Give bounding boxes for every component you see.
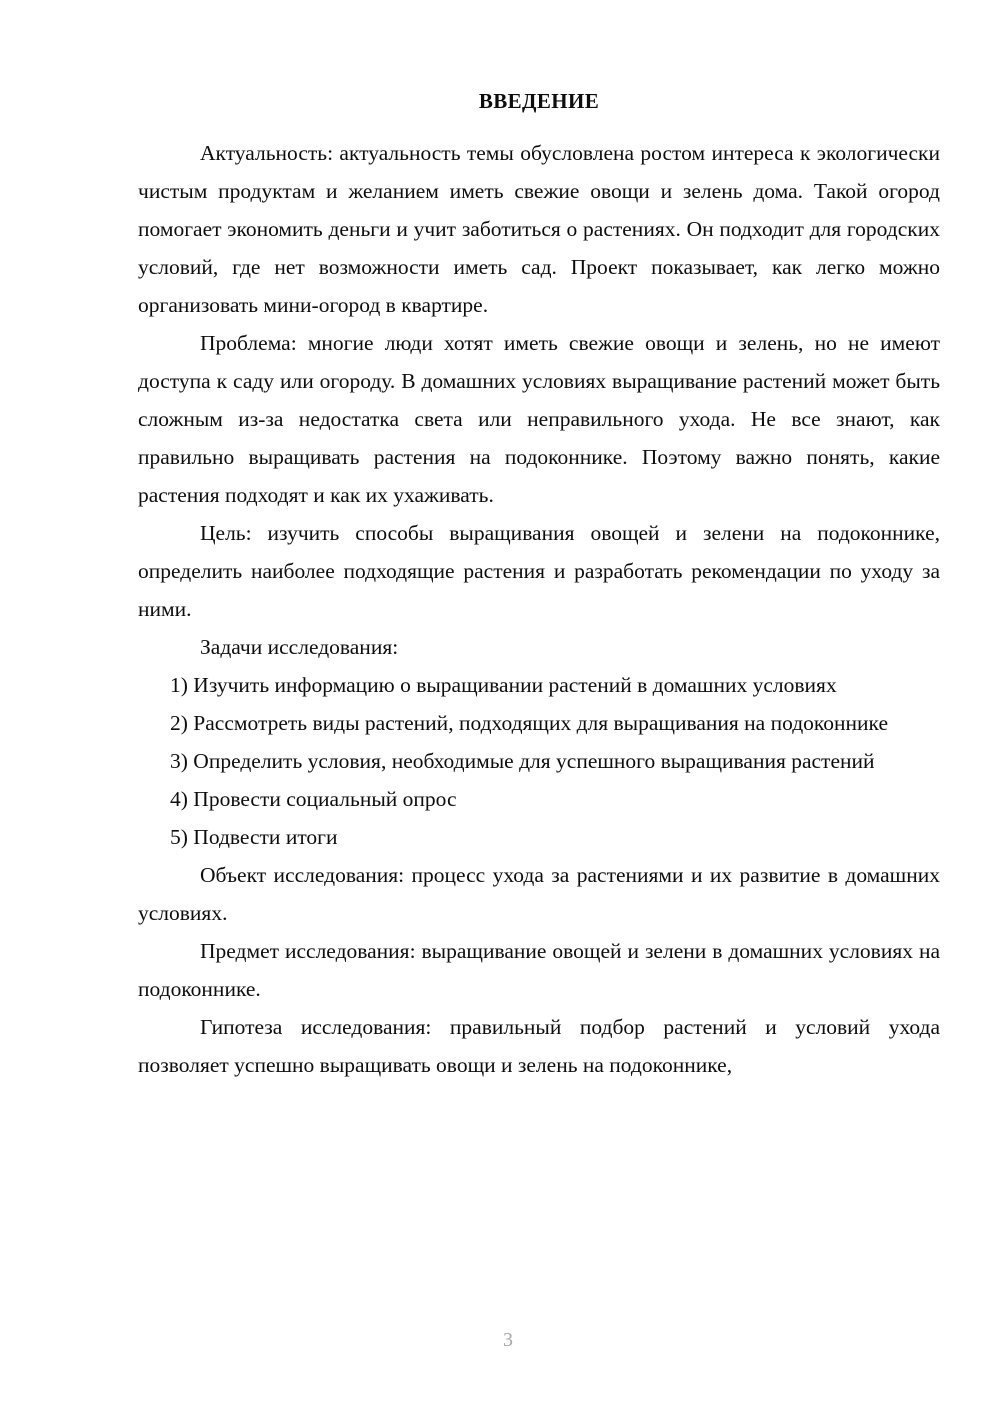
list-item (138, 742, 940, 780)
paragraph-object: Объект исследования: процесс ухода за растениями и их развитие в домашних условиях. (138, 863, 940, 926)
list-item-number: 1) (170, 673, 194, 698)
list-item-number: 2) (170, 711, 194, 736)
list-item (138, 818, 940, 856)
list-item (138, 666, 940, 704)
list-item-number: 5) (170, 825, 194, 850)
list-item-label: Рассмотреть виды растений, подходящих для выращивания на подоконнике (193, 711, 888, 736)
tasks-list (138, 666, 940, 856)
list-item-label: Изучить информацию о выращивании растений в домашних условиях (193, 673, 837, 698)
list-item-label: Определить условия, необходимые для успешного выращивания растений (193, 749, 875, 774)
page-number: 3 (503, 1329, 513, 1351)
list-item-number: 3) (170, 749, 194, 774)
paragraph-problem: Проблема: многие люди хотят иметь свежие овощи и зелень, но не имеют доступа к саду или огороду. В домашних условиях выращивание растений может быть сложным из-за недостатка света или неправильного ухода. Не все знают, как правильно выращивать растения на подоконнике. Поэтому важно понять, какие растения подходят и как их ухаживать. (138, 331, 940, 508)
paragraph-subject: Предмет исследования: выращивание овощей и зелени в домашних условиях на подоконнике. (138, 939, 940, 1002)
list-item-number: 4) (170, 787, 194, 812)
list-item (138, 704, 940, 742)
list-item-label: Провести социальный опрос (193, 787, 457, 812)
paragraph-relevance: Актуальность: актуальность темы обусловлена ростом интереса к экологически чистым продуктам и желанием иметь свежие овощи и зелень дома. Такой огород помогает экономить деньги и учит заботиться о растениях. Он подходит для городских условий, где нет возможности иметь сад. Проект показывает, как легко можно организовать мини-огород в квартире. (138, 141, 940, 318)
paragraph-hypothesis: Гипотеза исследования: правильный подбор растений и условий ухода позволяет успешно выращивать овощи и зелень на подоконнике, (138, 1015, 940, 1078)
tasks-heading: Задачи исследования: (200, 635, 399, 660)
list-item (138, 780, 940, 818)
page-title: ВВЕДЕНИЕ (478, 89, 600, 113)
document-body (138, 88, 940, 1084)
paragraph-goal: Цель: изучить способы выращивания овощей и зелени на подоконнике, определить наиболее подходящие растения и разработать рекомендации по уходу за ними. (138, 521, 940, 622)
list-item-label: Подвести итоги (193, 825, 338, 850)
